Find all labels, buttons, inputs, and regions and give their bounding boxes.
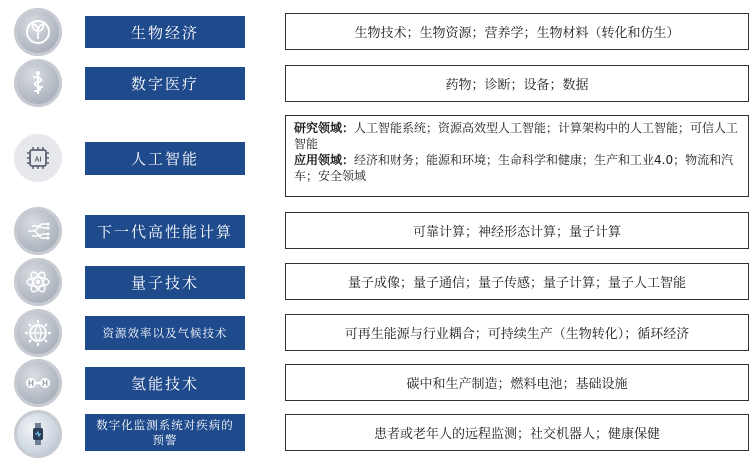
hydrogen-molecule-icon bbox=[14, 359, 62, 407]
category-label: 下一代高性能计算 bbox=[85, 215, 245, 248]
category-content: 生物技术；生物资源；营养学；生物材料（转化和仿生） bbox=[285, 13, 749, 50]
application-text: 经济和财务；能源和环境；生命科学和健康；生产和工业4.0；物流和汽车；安全领域 bbox=[294, 153, 734, 183]
category-content: 患者或老年人的远程监测；社交机器人；健康保健 bbox=[285, 414, 749, 451]
category-content bbox=[285, 115, 749, 197]
svg-text:H: H bbox=[28, 379, 34, 388]
research-text: 人工智能系统；资源高效型人工智能；计算架构中的人工智能；可信人工智能 bbox=[294, 121, 739, 151]
category-label: 量子技术 bbox=[85, 266, 245, 299]
category-content: 药物；诊断；设备；数据 bbox=[285, 65, 749, 102]
category-label: 氢能技术 bbox=[85, 367, 245, 400]
category-label: 数字化监测系统对疾病的预警 bbox=[85, 414, 245, 451]
application-title: 应用领域： bbox=[294, 153, 355, 167]
category-content: 可靠计算；神经形态计算；量子计算 bbox=[285, 212, 749, 249]
category-label: 资源效率以及气候技术 bbox=[85, 316, 245, 350]
medical-caduceus-icon bbox=[14, 59, 62, 107]
svg-text:H: H bbox=[42, 379, 48, 388]
category-content: 量子成像；量子通信；量子传感；量子计算；量子人工智能 bbox=[285, 263, 749, 300]
category-label: 人工智能 bbox=[85, 142, 245, 175]
category-content: 碳中和生产制造；燃料电池；基础设施 bbox=[285, 364, 749, 401]
atom-icon bbox=[14, 258, 62, 306]
research-paragraph bbox=[294, 120, 740, 152]
svg-text:AI: AI bbox=[34, 156, 42, 164]
application-paragraph bbox=[294, 152, 740, 184]
bio-leaf-icon bbox=[14, 8, 62, 56]
category-label: 数字医疗 bbox=[85, 67, 245, 100]
globe-gear-icon bbox=[14, 309, 62, 357]
wearable-monitor-icon bbox=[14, 410, 62, 458]
research-title: 研究领域： bbox=[294, 121, 355, 135]
circuit-brain-icon bbox=[14, 207, 62, 255]
category-content: 可再生能源与行业耦合；可持续生产（生物转化）；循环经济 bbox=[285, 314, 749, 351]
ai-chip-icon bbox=[14, 134, 62, 182]
category-label: 生物经济 bbox=[85, 16, 245, 48]
